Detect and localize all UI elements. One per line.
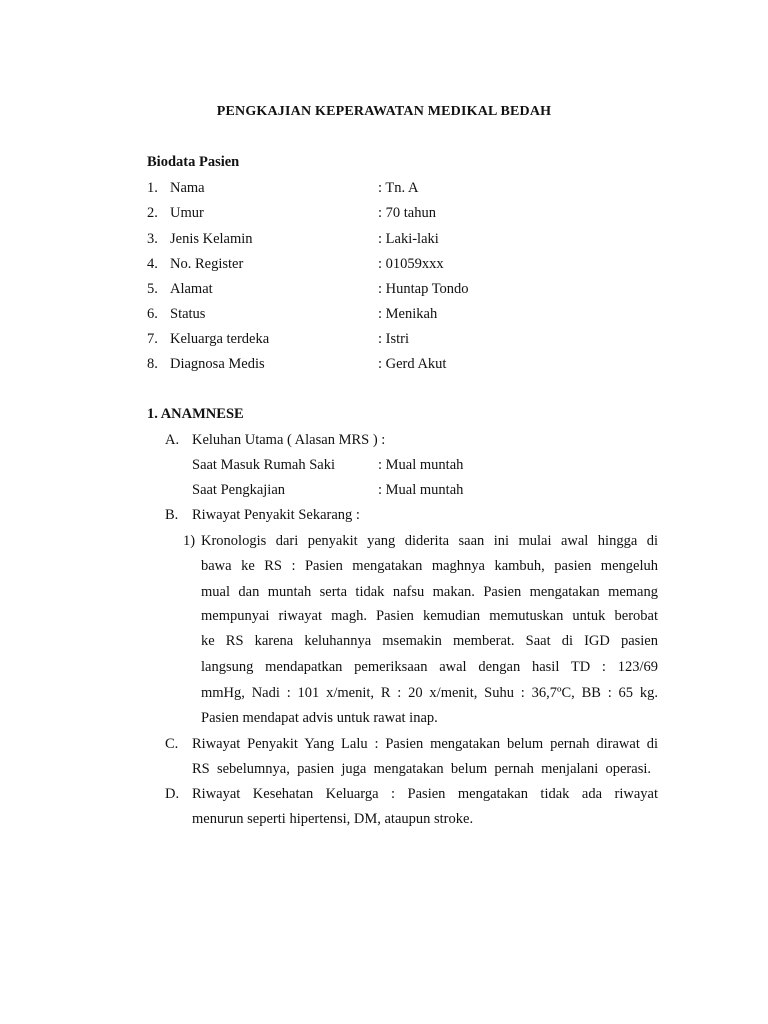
complaint-value: : Mual muntah: [378, 457, 464, 473]
paragraph-line: mual dan muntah serta tidak nafsu makan. Pasien mengatakan memang: [201, 584, 658, 600]
biodata-num: 5.: [147, 281, 158, 297]
section-b-letter: B.: [165, 507, 179, 523]
item-number: 1): [183, 533, 196, 549]
biodata-num: 7.: [147, 331, 158, 347]
anamnese-heading: 1. ANAMNESE: [147, 406, 244, 422]
biodata-num: 2.: [147, 205, 158, 221]
section-a-text: Keluhan Utama ( Alasan MRS ) :: [192, 432, 386, 448]
biodata-num: 8.: [147, 356, 158, 372]
biodata-value: : Tn. A: [378, 180, 419, 196]
biodata-label: Status: [170, 306, 206, 322]
paragraph-line: Pasien mendapat advis untuk rawat inap.: [201, 710, 438, 726]
section-c-line: RS sebelumnya, pasien juga mengatakan belum pernah menjalani operasi.: [192, 761, 651, 777]
complaint-label: Saat Pengkajian: [192, 482, 286, 498]
paragraph-line: mempunyai riwayat magh. Pasien kemudian memutuskan untuk berobat: [201, 608, 658, 624]
biodata-value: : Istri: [378, 331, 410, 347]
paragraph-line: mmHg, Nadi : 101 x/menit, R : 20 x/menit, Suhu : 36,7ºC, BB : 65 kg.: [201, 685, 658, 701]
section-c-line: Riwayat Penyakit Yang Lalu : Pasien mengatakan belum pernah dirawat di: [192, 736, 658, 752]
paragraph-line: Kronologis dari penyakit yang diderita saan ini mulai awal hingga di: [201, 533, 658, 549]
document-title: PENGKAJIAN KEPERAWATAN MEDIKAL BEDAH: [216, 104, 552, 119]
section-a-letter: A.: [165, 432, 180, 448]
biodata-value: : Huntap Tondo: [378, 281, 469, 297]
section-b-text: Riwayat Penyakit Sekarang :: [192, 507, 360, 523]
biodata-value: : Laki-laki: [378, 231, 439, 247]
biodata-label: Keluarga terdeka: [170, 331, 270, 347]
biodata-value: : 01059xxx: [378, 256, 444, 272]
complaint-label: Saat Masuk Rumah Saki: [192, 457, 335, 473]
biodata-label: No. Register: [170, 256, 244, 272]
paragraph-line: ke RS karena keluhannya msemakin memberat. Saat di IGD pasien: [201, 633, 658, 649]
biodata-value: : 70 tahun: [378, 205, 436, 221]
biodata-label: Jenis Kelamin: [170, 231, 253, 247]
biodata-value: : Menikah: [378, 306, 438, 322]
section-c-letter: C.: [165, 736, 179, 752]
biodata-label: Diagnosa Medis: [170, 356, 265, 372]
biodata-num: 4.: [147, 256, 158, 272]
biodata-num: 3.: [147, 231, 158, 247]
biodata-label: Alamat: [170, 281, 213, 297]
biodata-num: 6.: [147, 306, 158, 322]
biodata-label: Nama: [170, 180, 205, 196]
biodata-value: : Gerd Akut: [378, 356, 447, 372]
biodata-label: Umur: [170, 205, 204, 221]
paragraph-line: bawa ke RS : Pasien mengatakan maghnya kambuh, pasien mengeluh: [201, 558, 658, 574]
section-d-line: menurun seperti hipertensi, DM, ataupun stroke.: [192, 811, 474, 827]
biodata-heading: Biodata Pasien: [147, 154, 240, 170]
section-d-line: Riwayat Kesehatan Keluarga : Pasien mengatakan tidak ada riwayat: [192, 786, 658, 802]
complaint-value: : Mual muntah: [378, 482, 464, 498]
paragraph-line: langsung mendapatkan pemeriksaan awal dengan hasil TD : 123/69: [201, 659, 658, 675]
biodata-num: 1.: [147, 180, 158, 196]
section-d-letter: D.: [165, 786, 180, 802]
